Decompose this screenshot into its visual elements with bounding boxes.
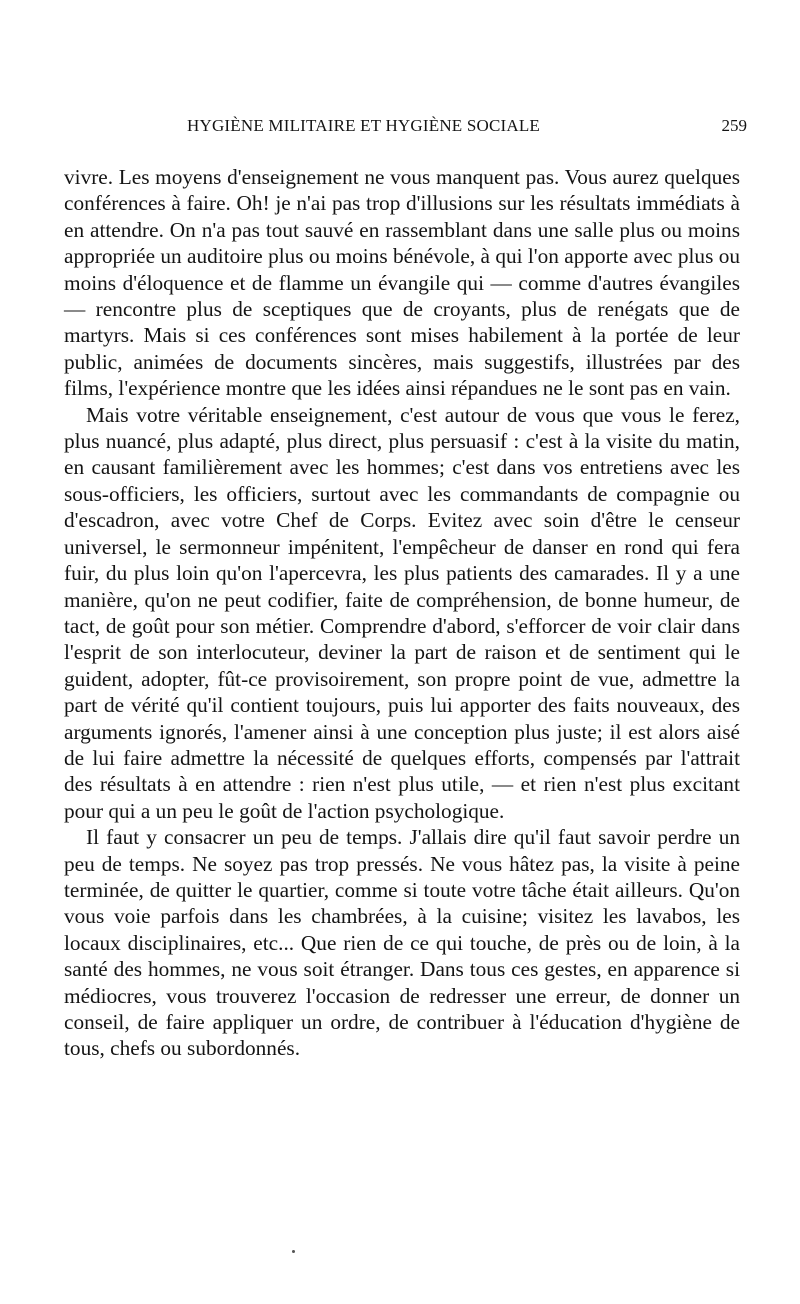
body-text	[64, 164, 740, 1062]
running-head	[64, 116, 747, 140]
paragraph-time: Il faut y consacrer un peu de temps. J'allais dire qu'il faut savoir perdre un peu de temps. Ne soyez pas trop pressés. Ne vous hâtez pas, la visite à peine terminée, de quitter le quartier, comme si toute votre tâche était ailleurs. Qu'on vous voie parfois dans les chambrées, à la cuisine; visitez les lavabos, les locaux disciplinaires, etc... Que rien de ce qui touche, de près ou de loin, à la santé des hommes, ne vous soit étranger. Dans tous ces gestes, en apparence si médiocres, vous trouverez l'occasion de redresser une erreur, de donner un conseil, de faire appliquer un ordre, de contribuer à l'éducation d'hygiène de tous, chefs ou subordonnés.	[64, 825, 740, 1061]
page-number: 259	[721, 116, 747, 135]
running-title: HYGIÈNE MILITAIRE ET HYGIÈNE SOCIALE	[187, 116, 541, 135]
print-speck	[292, 1250, 295, 1253]
paragraph-teaching: Mais votre véritable enseignement, c'est autour de vous que vous le ferez, plus nuancé, plus adapté, plus direct, plus persuasif : c'est à la visite du matin, en causant familièrement avec les hommes; c'est dans vos entretiens avec les sous-officiers, les officiers, surtout avec les commandants de compagnie ou d'escadron, avec votre Chef de Corps. Evitez avec soin d'être le censeur universel, le sermonneur impénitent, l'empêcheur de danser en rond qui fera fuir, du plus loin qu'on l'apercevra, les plus patients des camarades. Il y a une manière, qu'on ne peut codifier, faite de compréhension, de bonne humeur, de tact, de goût pour son métier. Comprendre d'abord, s'efforcer de voir clair dans l'esprit de son interlocuteur, deviner la part de raison et de sentiment qui le guident, adopter, fût-ce provisoirement, son propre point de vue, admettre la part de vérité qu'il contient toujours, puis lui apporter des faits nouveaux, des arguments ignorés, l'amener ainsi à une conception plus juste; il est alors aisé de lui faire admettre la nécessité de quelques efforts, compensés par l'attrait des résultats à en attendre : rien n'est plus utile, — et rien n'est plus excitant pour qui a un peu le goût de l'action psychologique.	[64, 402, 740, 823]
paragraph-continued: vivre. Les moyens d'enseignement ne vous manquent pas. Vous aurez quelques conférences à faire. Oh! je n'ai pas trop d'illusions sur les résultats immédiats à en attendre. On n'a pas tout sauvé en rassemblant dans une salle plus ou moins appropriée un auditoire plus ou moins bénévole, à qui l'on apporte avec plus ou moins d'éloquence et de flamme un évangile qui — comme d'autres évangiles — rencontre plus de sceptiques que de croyants, plus de renégats que de martyrs. Mais si ces conférences sont mises habilement à la portée de leur public, animées de documents sincères, mais suggestifs, illustrées par des films, l'expérience montre que les idées ainsi répandues ne le sont pas en vain.	[64, 165, 740, 401]
